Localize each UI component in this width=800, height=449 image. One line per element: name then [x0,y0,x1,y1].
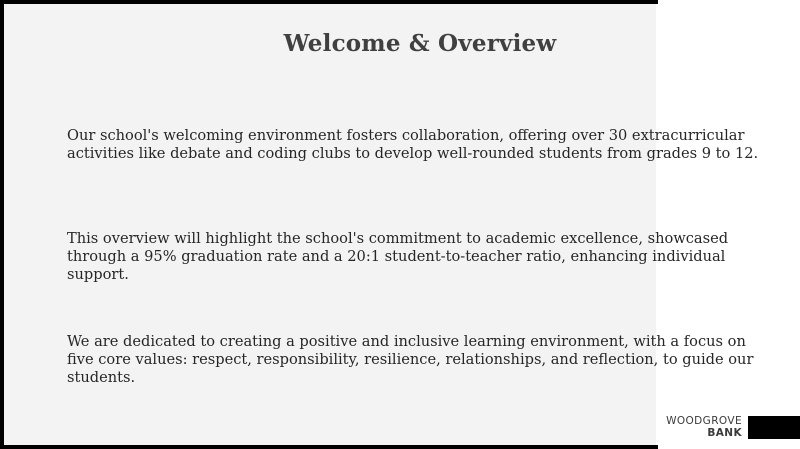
frame-bottom-border [0,445,658,449]
paragraph-academic-excellence: This overview will highlight the school's commitment to academic excellence, showcased through a 95% graduation rate and a 20:1 student-to-teacher ratio, enhancing individual support. [67,230,729,283]
corner-black-block [748,416,800,439]
logo-line-bank: BANK [707,427,742,439]
frame-left-border [0,0,4,449]
paragraph-core-values: We are dedicated to creating a positive and inclusive learning environment, with a focus on five core values: respect, responsibility, resilience, relationships, and reflection, to guide our students. [67,333,754,386]
woodgrove-bank-logo [658,415,742,439]
slide-title: Welcome & Overview [283,30,557,57]
frame-top-border [0,0,658,4]
paragraph-collaboration: Our school's welcoming environment fosters collaboration, offering over 30 extracurricular activities like debate and coding clubs to develop well-rounded students from grades 9 to 12. [67,127,759,162]
logo-line-woodgrove: WOODGROVE [666,415,742,427]
